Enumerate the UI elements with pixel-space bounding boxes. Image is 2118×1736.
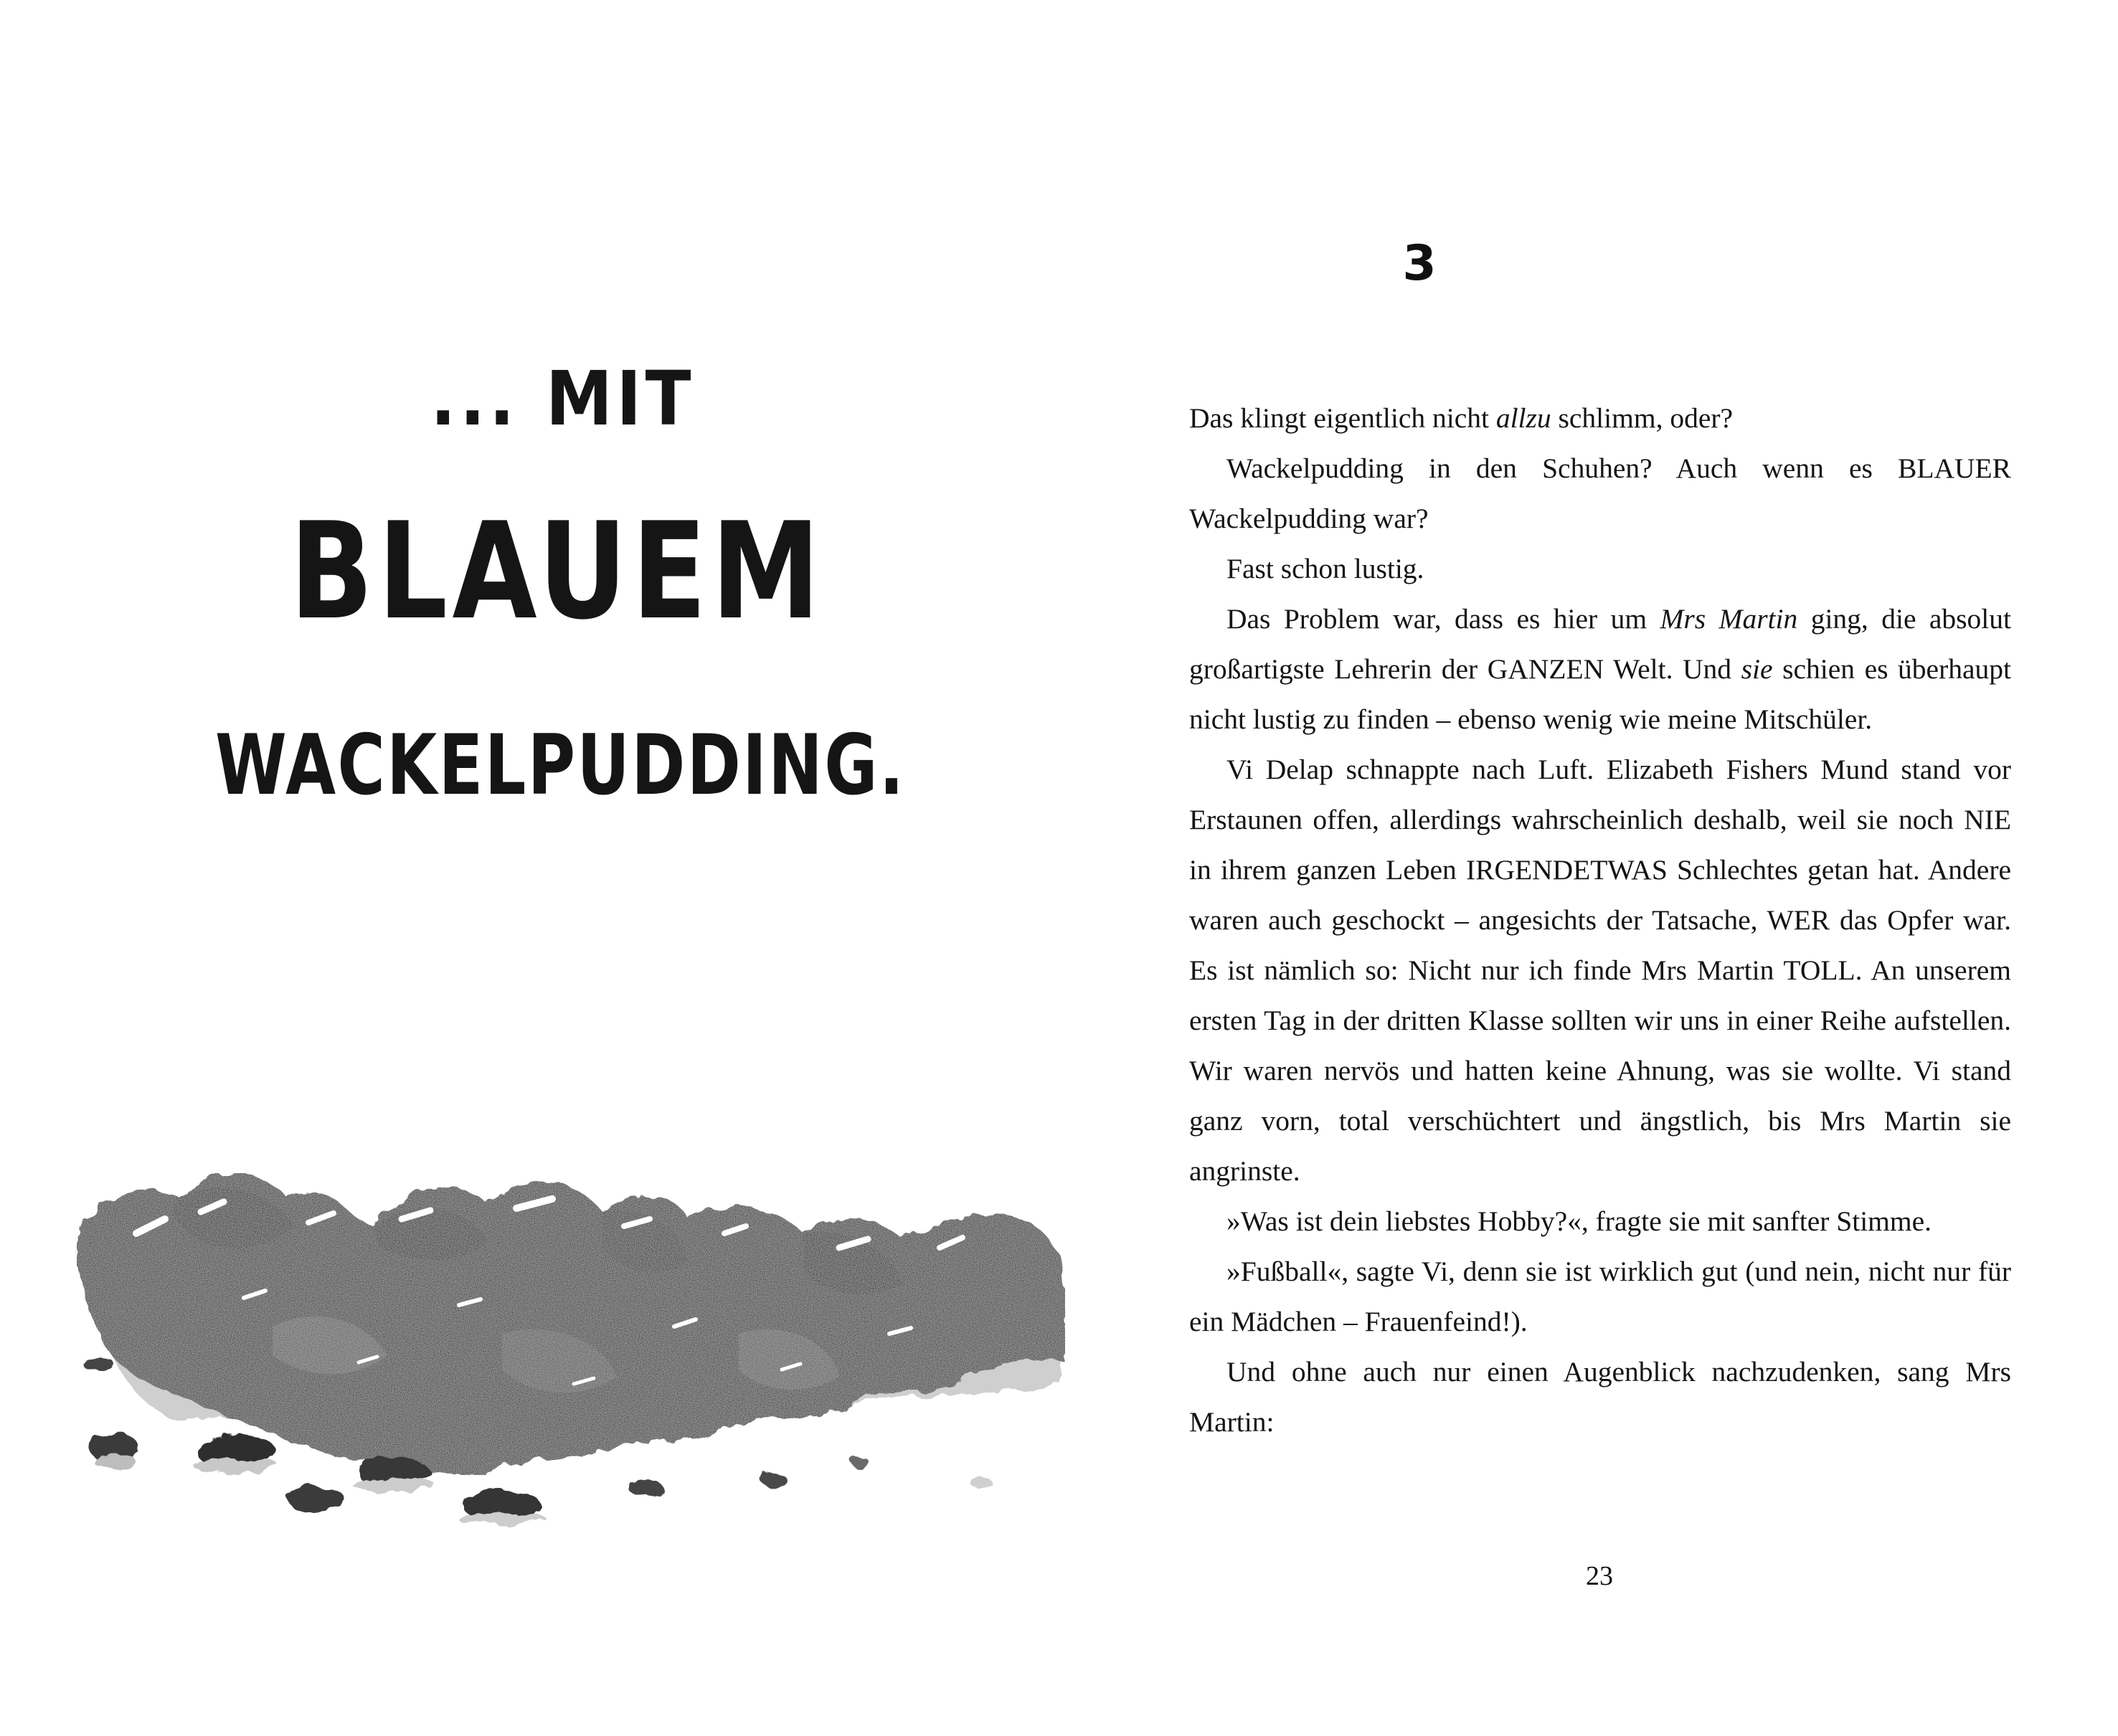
paragraph: Vi Delap schnappte nach Luft. Elizabeth Fishers Mund stand vor Erstaunen offen, allerdings wahrscheinlich deshalb, weil sie noch NIE in ihrem ganzen Leben IRGENDETWAS Schlechtes getan hat. Andere waren auch geschockt – angesichts der Tatsache, WER das Opfer war. Es ist nämlich so: Nicht nur ich finde Mrs Martin TOLL. An unserem ersten Tag in der dritten Klasse sollten wir uns in einer Reihe aufstellen. Wir waren nervös und hatten keine Ahnung, was sie wollte. Vi stand ganz vorn, total verschüchtert und ängstlich, bis Mrs Martin sie angrinste.	[1189, 754, 2011, 1187]
title-line-2: BLAUEM	[290, 493, 825, 649]
paragraph: Und ohne auch nur einen Augenblick nachzudenken, sang Mrs Martin:	[1189, 1356, 2011, 1438]
paragraph: Wackelpudding in den Schuhen? Auch wenn es BLAUER Wackelpudding war?	[1189, 452, 2011, 534]
emphasis: allzu	[1495, 402, 1551, 434]
paragraph: »Was ist dein liebstes Hobby?«, fragte sie mit sanfter Stimme.	[1226, 1205, 1932, 1237]
paragraph: Das Problem war, dass es hier um Mrs Martin ging, die absolut großartigste Lehrerin der GANZEN Welt. Und sie schien es überhaupt nicht lustig zu finden – ebenso wenig wie meine Mitschüler.	[1189, 603, 2011, 735]
page-number: 23	[1586, 1561, 1613, 1591]
chapter-number: 3	[1402, 235, 1437, 292]
chapter-body-text	[1189, 393, 2011, 1447]
paragraph: »Fußball«, sagte Vi, denn sie ist wirklich gut (und nein, nicht nur für ein Mädchen – Frauenfeind!).	[1189, 1256, 2011, 1337]
emphasis: Mrs Martin	[1660, 603, 1798, 635]
wobbly-pudding-illustration	[57, 1147, 1069, 1535]
title-line-1: ... MIT	[430, 355, 695, 442]
paragraph: Fast schon lustig.	[1226, 553, 1424, 584]
emphasis: sie	[1741, 653, 1773, 685]
title-line-3: WACKELPUDDING.	[215, 717, 906, 814]
paragraph: Das klingt eigentlich nicht allzu schlimm, oder?	[1189, 402, 1734, 434]
